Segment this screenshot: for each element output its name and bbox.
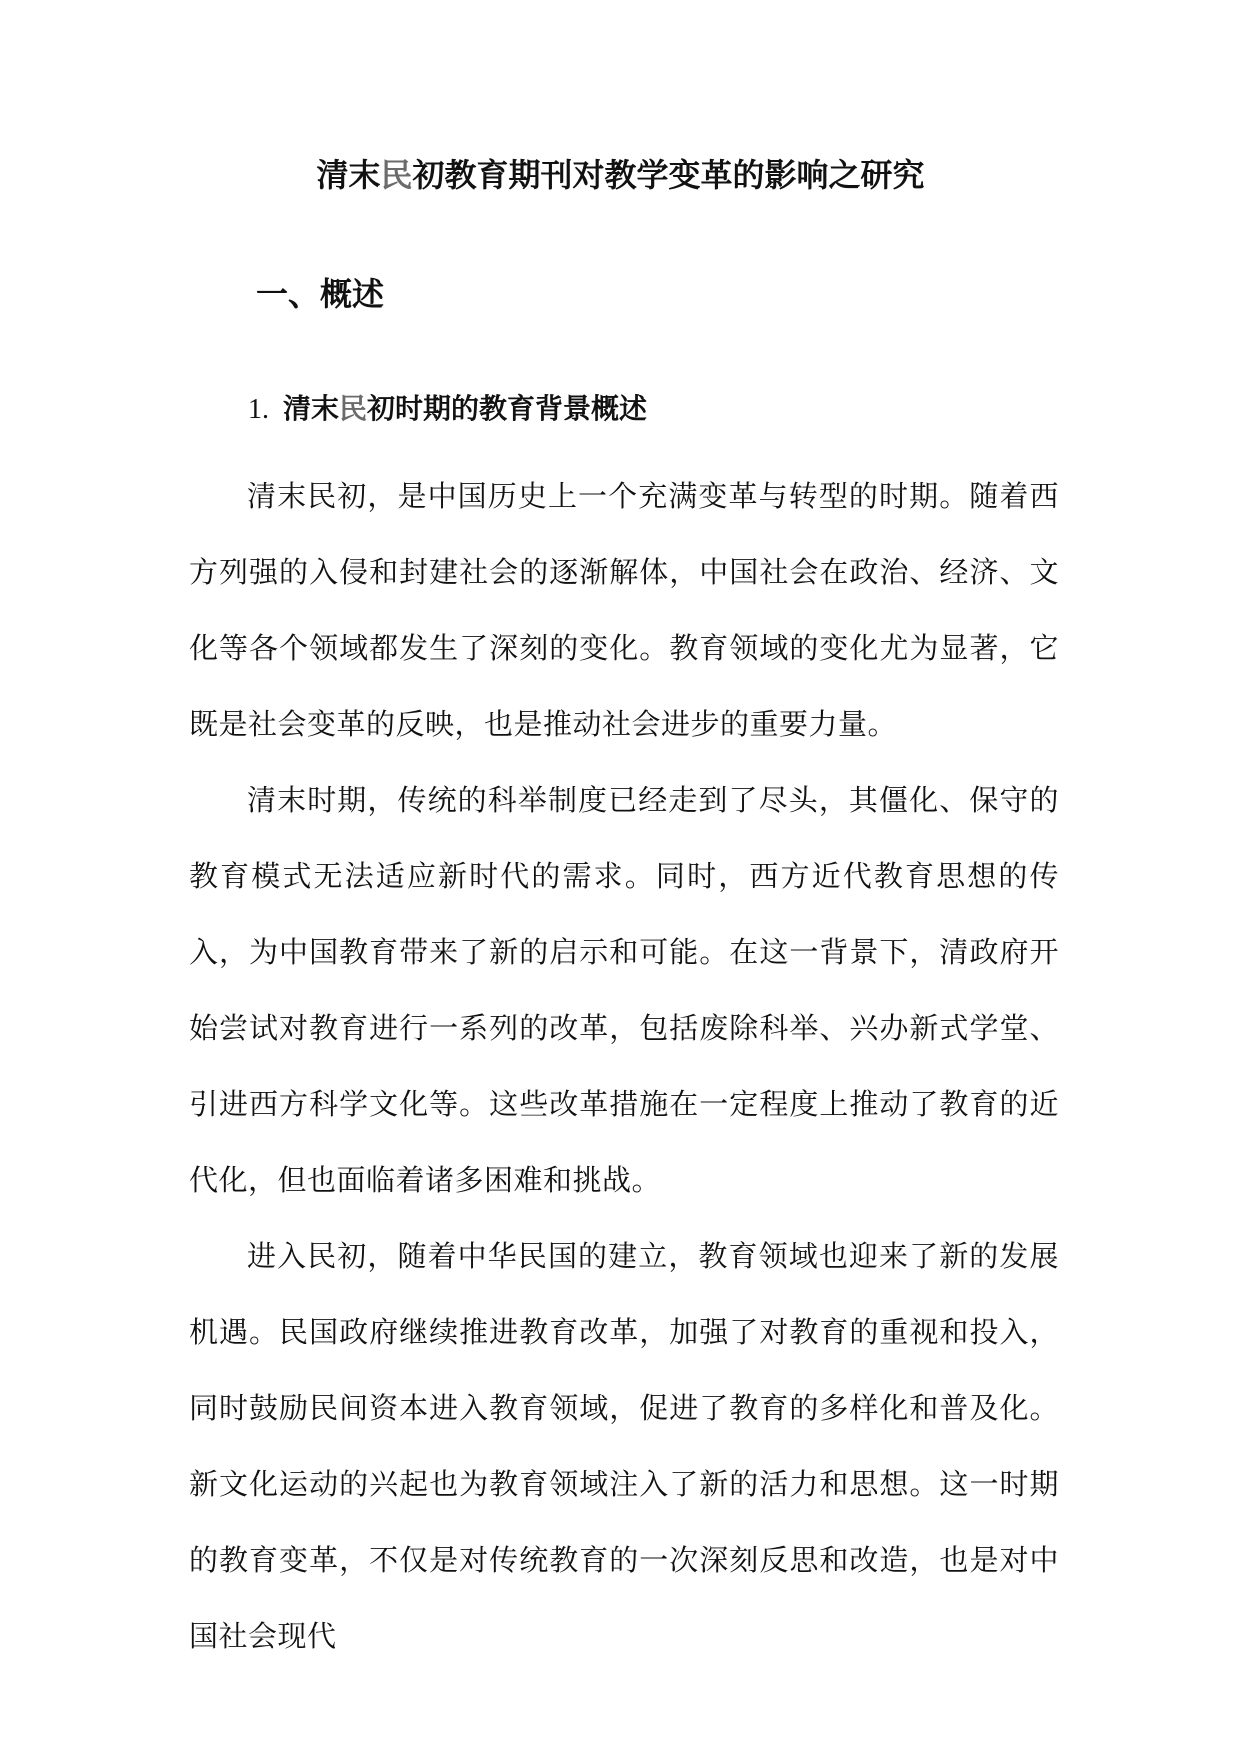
- title-highlighted-char: 民: [380, 156, 413, 194]
- subsection-text-part-1: 清末: [283, 392, 340, 425]
- paragraph: 清末民初，是中国历史上一个充满变革与转型的时期。随着西方列强的入侵和封建社会的逐渐解体，中国社会在政治、经济、文化等各个领域都发生了深刻的变化。教育领域的变化尤为显著，它既是社会变革的反映，也是推动社会进步的重要力量。: [189, 479, 1059, 741]
- section-heading: 一、概述: [256, 275, 385, 313]
- document-title: [150, 150, 1091, 200]
- subsection-heading: [248, 384, 647, 435]
- subsection-highlighted-char: 民: [339, 392, 368, 425]
- paragraph: 进入民初，随着中华民国的建立，教育领域也迎来了新的发展机遇。民国政府继续推进教育改革，加强了对教育的重视和投入，同时鼓励民间资本进入教育领域，促进了教育的多样化和普及化。新文化运动的兴起也为教育领域注入了新的活力和思想。这一时期的教育变革，不仅是对传统教育的一次深刻反思和改造，也是对中国社会现代: [189, 1239, 1059, 1653]
- title-part-1: 清末: [316, 156, 381, 194]
- body-text: [189, 458, 1059, 1674]
- paragraph: 清末时期，传统的科举制度已经走到了尽头，其僵化、保守的教育模式无法适应新时代的需求。同时，西方近代教育思想的传入，为中国教育带来了新的启示和可能。在这一背景下，清政府开始尝试对教育进行一系列的改革，包括废除科举、兴办新式学堂、引进西方科学文化等。这些改革措施在一定程度上推动了教育的近代化，但也面临着诸多困难和挑战。: [189, 783, 1059, 1197]
- title-part-3: 初教育期刊对教学变革的影响之研究: [412, 156, 925, 194]
- subsection-number: 1.: [248, 394, 269, 425]
- subsection-text-part-3: 初时期的教育背景概述: [367, 392, 648, 425]
